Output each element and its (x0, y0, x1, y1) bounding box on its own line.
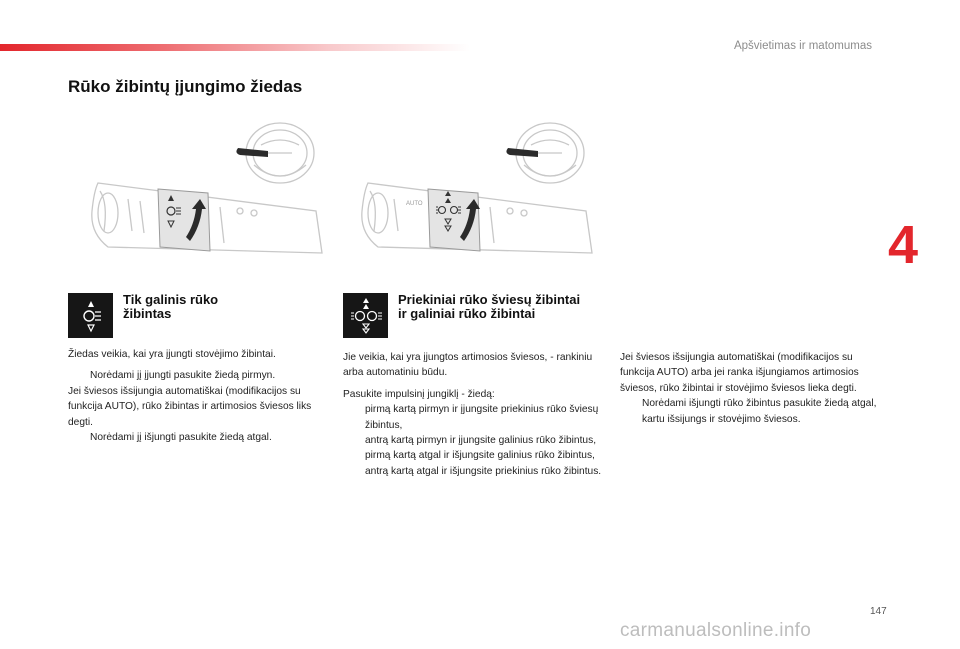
column-auto-note-text (620, 350, 882, 427)
feature-rear-fog (68, 293, 263, 338)
page-number: 147 (870, 606, 887, 617)
chapter-number: 4 (888, 215, 919, 275)
rear-fog-lamp-switch-ring-icon (68, 113, 330, 261)
col1-bullet-on: Norėdami jį įjungti pasukite žiedą pirmyn. (90, 370, 276, 382)
column-rear-fog-text (68, 347, 330, 445)
feature-front-rear-fog (343, 293, 588, 338)
col1-auto-note: Jei šviesos išsijungia automatiškai (modifikacijos su funkcija AUTO), rūko žibintas ir artimosios šviesos liks degti. (68, 385, 312, 428)
col1-bullet-off: Norėdami jį išjungti pasukite žiedą atgal. (90, 432, 272, 444)
col2-intro: Jie veikia, kai yra įjungtos artimosios šviesos, - rankiniu arba automatiniu būdu. (343, 352, 593, 379)
list-item: antrą kartą pirmyn ir įjungsite galinius rūko žibintus, (365, 435, 597, 447)
list-item: antrą kartą atgal ir išjungsite priekinius rūko žibintus. (365, 465, 602, 477)
page-title: Rūko žibintų įjungimo žiedas (68, 77, 303, 96)
column-front-rear-fog-text (343, 350, 605, 479)
col3-bullet-off: Norėdami išjungti rūko žibintus pasukite žiedą atgal, kartu išsijungs ir stovėjimo šviesos. (642, 398, 877, 425)
front-and-rear-fog-lamp-icon (343, 293, 388, 338)
header-accent-bar (0, 44, 470, 51)
list-item: pirmą kartą atgal ir išjungsite galinius rūko žibintus, (365, 450, 595, 462)
col1-intro: Žiedas veikia, kai yra įjungti stovėjimo žibintai. (68, 349, 276, 360)
rear-fog-lamp-icon (68, 293, 113, 338)
watermark: carmanualsonline.info (620, 620, 812, 641)
auto-label: AUTO (406, 201, 423, 207)
col3-auto-note: Jei šviesos išsijungia automatiškai (modifikacijos su funkcija AUTO) arba jei ranka išjungiamos artimosios šviesos, rūko žibintai ir stovėjimo šviesos lieka degti. (620, 352, 859, 394)
section-title: Apšvietimas ir matomumas (733, 40, 872, 52)
feature-title-front-rear-fog: Priekiniai rūko šviesų žibintai ir galiniai rūko žibintai (398, 292, 581, 321)
front-and-rear-fog-lamp-switch-ring-icon (338, 113, 600, 261)
col2-instruction: Pasukite impulsinį jungiklį - žiedą: (343, 388, 495, 400)
feature-title-rear-fog: Tik galinis rūko žibintas (123, 292, 219, 321)
list-item: pirmą kartą pirmyn ir įjungsite priekinius rūko šviesų žibintus, (365, 404, 599, 431)
